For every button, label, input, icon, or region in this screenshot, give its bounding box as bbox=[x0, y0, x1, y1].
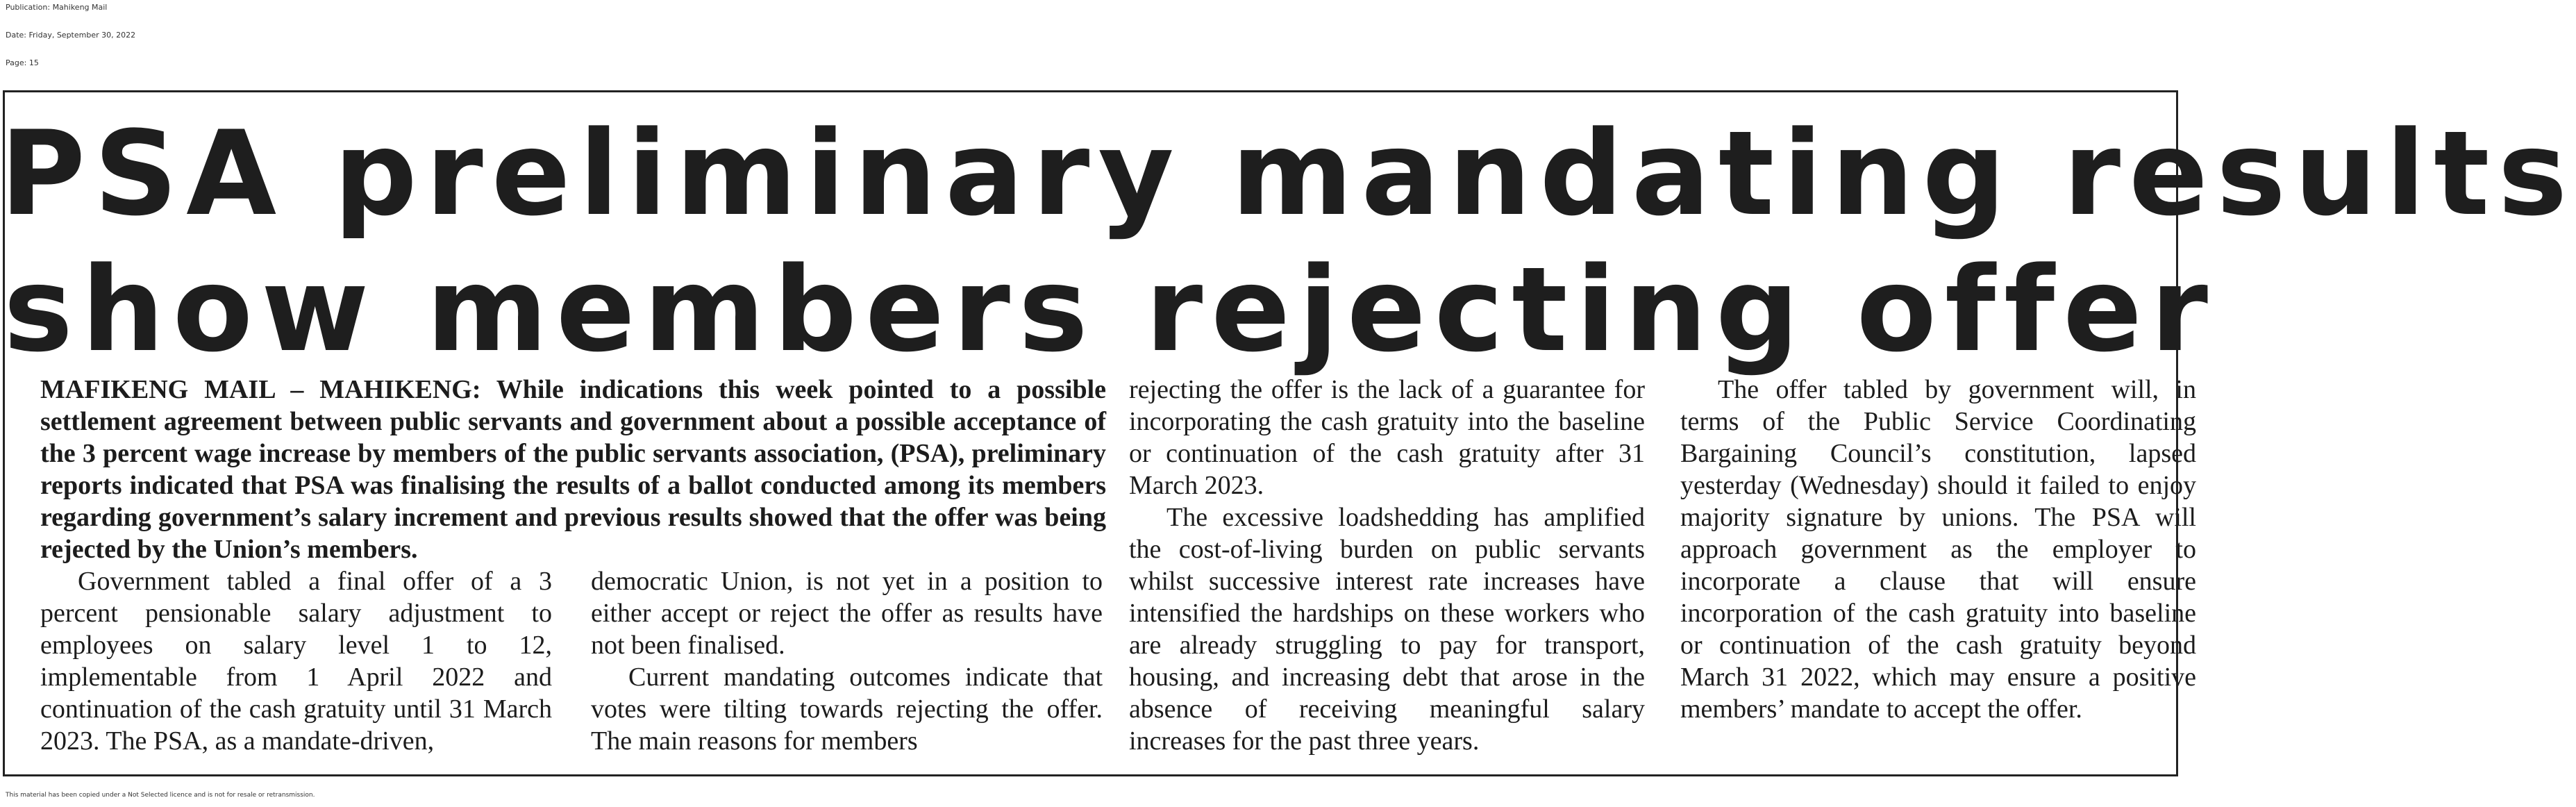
column-3-paragraph-1: rejecting the offer is the lack of a guarantee for incorporating the cash gratuity into the baseline or continuation of the cash gratuity after 31 March 2023. bbox=[1129, 375, 1645, 500]
headline-line-2: show members rejecting offer bbox=[3, 242, 2216, 378]
publication-label: Publication: Mahikeng Mail bbox=[6, 3, 108, 12]
article-column-3 bbox=[1129, 374, 1645, 757]
article-headline bbox=[0, 106, 2576, 378]
column-2-paragraph-1: democratic Union, is not yet in a position to either accept or reject the offer as results have not been finalised. bbox=[591, 567, 1103, 660]
headline-line-1: PSA preliminary mandating results bbox=[0, 106, 2576, 242]
lead-paragraph: MAFIKENG MAIL – MAHIKENG: While indications this week pointed to a possible settlement agreement between public servants and government about a possible acceptance of the 3 percent wage increase by members of the public servants association, (PSA), preliminary reports indicated that PSA was finalising the results of a ballot conducted among its members regarding government’s salary increment and previous results showed that the offer was being rejected by the Union’s members. bbox=[40, 375, 1106, 564]
article-column-2 bbox=[591, 565, 1103, 757]
column-3-paragraph-2: The excessive loadshedding has amplified the cost-of-living burden on public servants whilst successive interest rate increases have intensified the hardships on these workers who are already struggling to pay for transport, housing, and increasing debt that arose in the absence of receiving meaningful salary increases for the past three years. bbox=[1129, 503, 1645, 756]
column-1-paragraph-1: Government tabled a final offer of a 3 percent pensionable salary adjustment to employees on salary level 1 to 12, implementable from 1 April 2022 and continuation of the cash gratuity until 31 March 2023. The PSA, as a mandate-driven, bbox=[40, 567, 552, 756]
page-label: Page: 15 bbox=[6, 58, 39, 67]
article-lead bbox=[40, 374, 1106, 565]
article-column-1 bbox=[40, 565, 552, 757]
column-2-paragraph-2: Current mandating outcomes indicate that votes were tilting towards rejecting the offer. The main reasons for members bbox=[591, 663, 1103, 756]
date-label: Date: Friday, September 30, 2022 bbox=[6, 31, 136, 40]
copyright-notice: This material has been copied under a Not Selected licence and is not for resale or retransmission. bbox=[6, 792, 315, 799]
article-column-4 bbox=[1680, 374, 2196, 725]
column-4-paragraph-1: The offer tabled by government will, in terms of the Public Service Coordinating Bargaining Council’s constitution, lapsed yesterday (Wednesday) should it failed to enjoy majority signature by unions. The PSA will approach government as the employer to incorporate a clause that will ensure incorporation of the cash gratuity into baseline or continuation of the cash gratuity beyond March 31 2022, which may ensure a positive members’ mandate to accept the offer. bbox=[1680, 375, 2196, 724]
